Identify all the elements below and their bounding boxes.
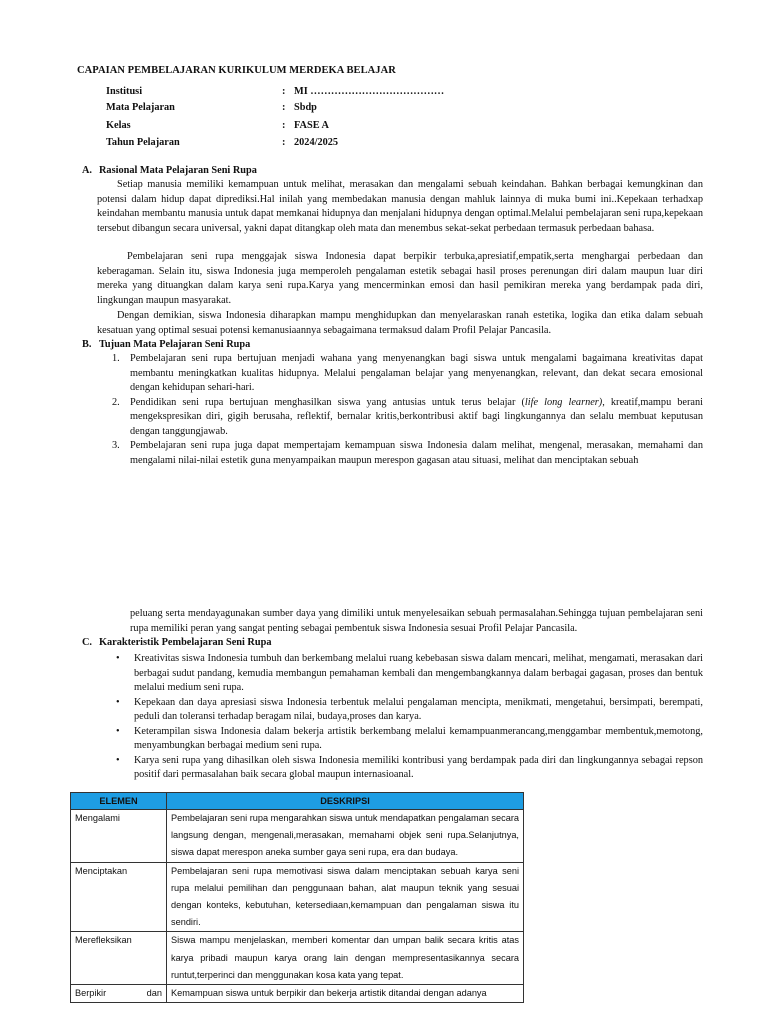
section-title: Tujuan Mata Pelajaran Seni Rupa bbox=[99, 339, 251, 350]
item-text: Pembelajaran seni rupa juga dapat mempertajam kemampuan siswa Indonesia dalam melihat, mengenal, merasakan, memahami dan mengalami nilai-nilai estetik guna menyampaikan maupun merespon gagasan atau situasi, melihat dan menciptakan sebuah bbox=[130, 440, 703, 466]
meta-institusi bbox=[106, 86, 506, 100]
item-number: 2. bbox=[112, 396, 120, 408]
bullet-icon: • bbox=[116, 696, 120, 708]
meta-label: Mata Pelajaran bbox=[106, 102, 175, 113]
elemen-table bbox=[70, 792, 524, 1003]
table-row bbox=[71, 985, 524, 1003]
table-row bbox=[71, 932, 524, 985]
meta-label: Institusi bbox=[106, 86, 143, 97]
deskripsi-cell: Siswa mampu menjelaskan, memberi komentar dan umpan balik secara kritis atas karya pribadi maupun karya orang lain dengan mempresentasikannya secara runtut,terperinci dan menggunakan kosa kata yang tepat. bbox=[167, 932, 524, 985]
meta-value: FASE A bbox=[294, 120, 329, 131]
section-a-paragraph-1: Setiap manusia memiliki kemampuan untuk melihat, merasakan dan mengalami sebuah keindahan. Bahkan berbagai kemungkinan dan potensi dalam hidup dapat diprediksi.Hal inilah yang membedakan manusia dengan mahluk lainnya di muka bumi ini..Kepekaan terhadxap keindahan membantu manusia untuk dapat memkanai hidupnya dan menjalani hidupnya dengan optimal.Melalui pembelajaran seni rupa,kepekaan tersebut dibangun secara universal, yakni dapat ditangkap oleh mata dan menembus sekat-sekat perbedaan termasuk perbedaan bahasa. bbox=[97, 179, 703, 234]
section-title: Rasional Mata Pelajaran Seni Rupa bbox=[99, 165, 257, 176]
item-text: Pembelajaran seni rupa bertujuan menjadi wahana yang menyenangkan bagi siswa untuk mengalami bagaimana kreativitas dapat membantu meningkatkan kualitas hidupnya. Melalui pengalaman belajar yang menyenangkan, relevant, dan dekat secara emosional dengan kehidupan sehari-hari. bbox=[130, 353, 703, 393]
meta-value: 2024/2025 bbox=[294, 137, 339, 148]
deskripsi-cell: Pembelajaran seni rupa memotivasi siswa dalam menciptakan sebuah karya seni rupa melalui pemilihan dan penggunaan bahan, alat maupun teknik yang sesuai dengan konteks, kebutuhan, ketersediaan,kemampuan dan pengalaman siswa itu sendiri. bbox=[167, 862, 524, 932]
list-item bbox=[112, 439, 703, 468]
section-a-paragraph-3: Dengan demikian, siswa Indonesia diharapkan mampu menghidupkan dan menyelaraskan ranah estetika, logika dan etika dalam sebuah kesatuan yang optimal sesuai potensi kemanusiaannya sebagaimana termaksud dalam Profil Pelajar Pancasila. bbox=[97, 310, 703, 336]
list-item bbox=[112, 754, 703, 783]
meta-label: Tahun Pelajaran bbox=[106, 137, 180, 148]
meta-colon: : bbox=[282, 120, 286, 131]
meta-colon: : bbox=[282, 102, 286, 113]
elemen-cell-text bbox=[75, 985, 162, 1002]
elemen-cell: Merefleksikan bbox=[71, 932, 167, 985]
meta-value: Sbdp bbox=[294, 102, 317, 113]
table-row bbox=[71, 862, 524, 932]
deskripsi-cell: Pembelajaran seni rupa mengarahkan siswa untuk mendapatkan pengalaman secara langsung dengan, mengenali,merasakan, memahami objek seni rupa.Selanjutnya, siswa dapat merespon aneka sumber gaya seni rupa, era dan budaya. bbox=[167, 810, 524, 863]
bullet-icon: • bbox=[116, 653, 120, 664]
tujuan-list bbox=[112, 352, 703, 468]
karakteristik-list bbox=[112, 652, 703, 783]
elemen-word: dan bbox=[146, 988, 162, 999]
section-b-heading bbox=[82, 339, 250, 350]
table-header-row bbox=[71, 793, 524, 810]
column-header-elemen: ELEMEN bbox=[71, 793, 167, 810]
section-letter: A. bbox=[82, 165, 93, 176]
meta-colon: : bbox=[282, 137, 286, 148]
tujuan-continuation: peluang serta mendayagunakan sumber daya yang dimiliki untuk menyelesaikan sebuah permasalahan.Sehingga tujuan pembelajaran seni rupa memiliki peran yang sangat penting sebagai pembentuk siswa Indonesia sesuai Profil Pelajar Pancasila. bbox=[130, 608, 703, 634]
meta-value: MI ………………………………… bbox=[294, 86, 445, 97]
list-item bbox=[112, 396, 703, 440]
item-text-after: , kreatif,mampu berani mengekspresikan diri, gigih berusaha, reflektif, bernalar kritis,berkontribusi aktif bagi lingkungannya dan selalu membuat keputusan dengan tanggungjawab. bbox=[130, 396, 703, 437]
bullet-icon: • bbox=[116, 725, 120, 737]
list-item bbox=[112, 352, 703, 396]
item-number: 1. bbox=[112, 353, 120, 364]
item-text: Kepekaan dan daya apresiasi siswa Indonesia terbentuk melalui pengalaman mencipta, menikmati, mengetahui, bersimpati, berempati, peduli dan toleransi terhadap beragam nilai, budaya,proses dan karya. bbox=[134, 696, 703, 722]
section-letter: B. bbox=[82, 339, 92, 350]
item-text: Karya seni rupa yang dihasilkan oleh siswa Indonesia memiliki kontribusi yang berdampak pada diri dan lingkungannya sebagai repson positif dari permasalahan baik secara global maupun internasioanal. bbox=[134, 754, 703, 780]
item-text: Kreativitas siswa Indonesia tumbuh dan berkembang melalui ruang kebebasan siswa dalam mencari, melihat, mengamati, merasakan dari berbagai sudut pandang, kemudia membangun pemahaman kembali dan mengembangkannya dalam berbagai gagasan, proses dan bentuk melalui medium seni rupa. bbox=[134, 653, 703, 693]
meta-colon: : bbox=[282, 86, 286, 97]
section-c-heading bbox=[82, 637, 271, 648]
item-text-before: Pendidikan seni rupa bertujuan menghasilkan siswa yang antusias untuk terus belajar ( bbox=[130, 396, 525, 408]
list-item bbox=[112, 725, 703, 754]
section-a-paragraph-2: Pembelajaran seni rupa menggajak siswa Indonesia dapat berpikir terbuka,apresiatif,empatik,serta menghargai perbedaan dan keberagaman. Selain itu, siswa Indonesia juga memperoleh pengalaman estetik sebagai hasil proses perenungan diri dalam maupun luar diri mereka yang dituangkan dalam karya seni rupa.Karya yang mencerminkan emosi dan hasil pemikiran mereka yang berdampak pada diri, lingkungan maupun masyarakat. bbox=[97, 251, 703, 306]
item-number: 3. bbox=[112, 440, 120, 451]
item-text-italic: life long learner) bbox=[524, 396, 603, 408]
meta-mata-pelajaran bbox=[106, 102, 506, 116]
meta-label: Kelas bbox=[106, 120, 131, 131]
elemen-cell: Mengalami bbox=[71, 810, 167, 863]
section-a-heading bbox=[82, 165, 257, 176]
section-letter: C. bbox=[82, 637, 93, 648]
meta-kelas bbox=[106, 120, 506, 134]
elemen-cell bbox=[71, 985, 167, 1003]
list-item bbox=[112, 696, 703, 725]
bullet-icon: • bbox=[116, 754, 120, 766]
section-title: Karakteristik Pembelajaran Seni Rupa bbox=[99, 637, 272, 648]
table-row bbox=[71, 810, 524, 863]
elemen-word: Berpikir bbox=[75, 988, 107, 999]
meta-tahun-pelajaran bbox=[106, 137, 506, 151]
document-title: CAPAIAN PEMBELAJARAN KURIKULUM MERDEKA BELAJAR bbox=[77, 65, 396, 76]
item-text: Keterampilan siswa Indonesia dalam bekerja artistik berkembang melalui kemampuanmerancang,menggambar membentuk,memotong, menyambungkan berbagai medium seni rupa. bbox=[134, 725, 703, 751]
elemen-cell: Menciptakan bbox=[71, 862, 167, 932]
column-header-deskripsi: DESKRIPSI bbox=[167, 793, 524, 810]
deskripsi-cell: Kemampuan siswa untuk berpikir dan bekerja artistik ditandai dengan adanya bbox=[167, 985, 524, 1003]
list-item bbox=[112, 652, 703, 696]
